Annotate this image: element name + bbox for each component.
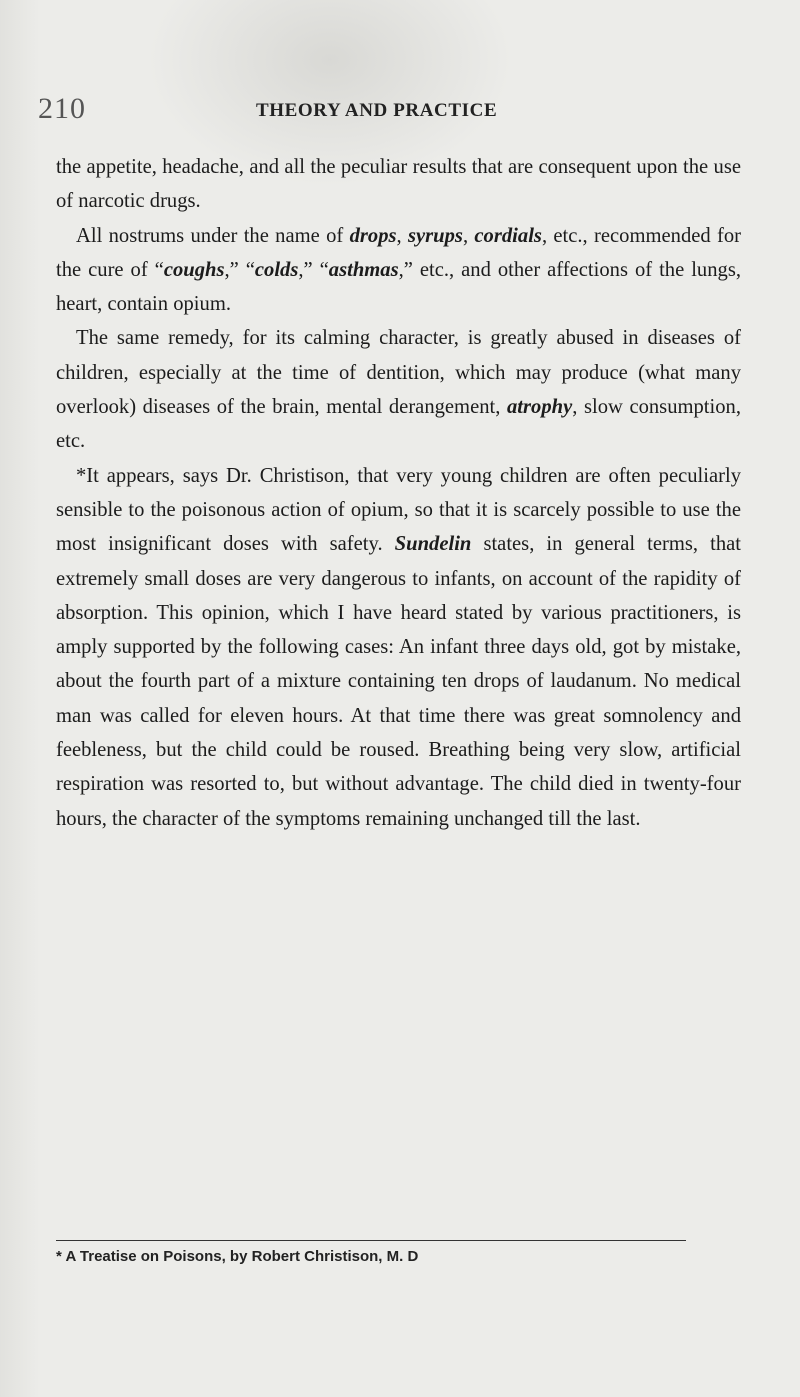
paragraph xyxy=(56,459,741,836)
page-number: 210 xyxy=(38,92,86,125)
footnote: * A Treatise on Poisons, by Robert Christison, M. D xyxy=(56,1248,419,1265)
footnote-divider xyxy=(56,1240,686,1241)
text-run: , slow consumption, etc. xyxy=(56,396,741,453)
text-run: All nostrums under the name of xyxy=(76,224,350,247)
text-run: states, in general terms, that extremely small doses are very dangerous to infants, on account of the rapidity of absorption. This opinion, which I have heard stated by various practitioners, is amply supported by the following cases: An infant three days old, got by mistake, about the fourth part of a mixture containing ten drops of laudanum. No medical man was called for eleven hours. At that time there was great somnolency and feebleness, but the child could be roused. Breathing being very slow, artificial respiration was resorted to, but without advantage. The child died in twenty-four hours, the character of the symptoms remaining unchanged till the last. xyxy=(56,533,741,830)
text-run: ,” “ xyxy=(224,258,255,281)
italic-term: drops xyxy=(349,224,397,247)
italic-term: atrophy xyxy=(506,396,573,419)
running-title: THEORY AND PRACTICE xyxy=(256,100,498,121)
italic-term: asthmas xyxy=(328,258,399,281)
italic-term: Sundelin xyxy=(394,533,472,556)
text-run: The same remedy, for its calming character, is greatly abused in diseases of children, especially at the time of dentition, which may produce (what many overlook) diseases of the brain, mental derangement, xyxy=(56,327,741,419)
page-header xyxy=(0,92,800,132)
text-run: ,” “ xyxy=(298,258,329,281)
italic-term: colds xyxy=(254,258,299,281)
text-run: , xyxy=(396,224,408,247)
text-run: *It appears, says Dr. Christison, that very young children are often peculiarly sensible to the poisonous action of opium, so that it is scarcely possible to use the most insignificant doses with safety. xyxy=(56,464,741,556)
text-run: ,” etc., and other affections of the lungs, heart, contain opium. xyxy=(56,258,741,316)
paragraph xyxy=(56,150,741,219)
italic-term: cordials xyxy=(474,224,542,247)
italic-term: coughs xyxy=(163,258,225,281)
italic-term: syrups xyxy=(408,224,463,247)
body-text xyxy=(56,150,741,836)
text-run: the appetite, headache, and all the peculiar results that are consequent upon the use of narcotic drugs. xyxy=(56,156,741,213)
text-run: , etc., recommended for the cure of “ xyxy=(56,224,742,281)
text-run: , xyxy=(462,224,475,247)
paragraph xyxy=(56,219,741,322)
paragraph xyxy=(56,321,741,458)
